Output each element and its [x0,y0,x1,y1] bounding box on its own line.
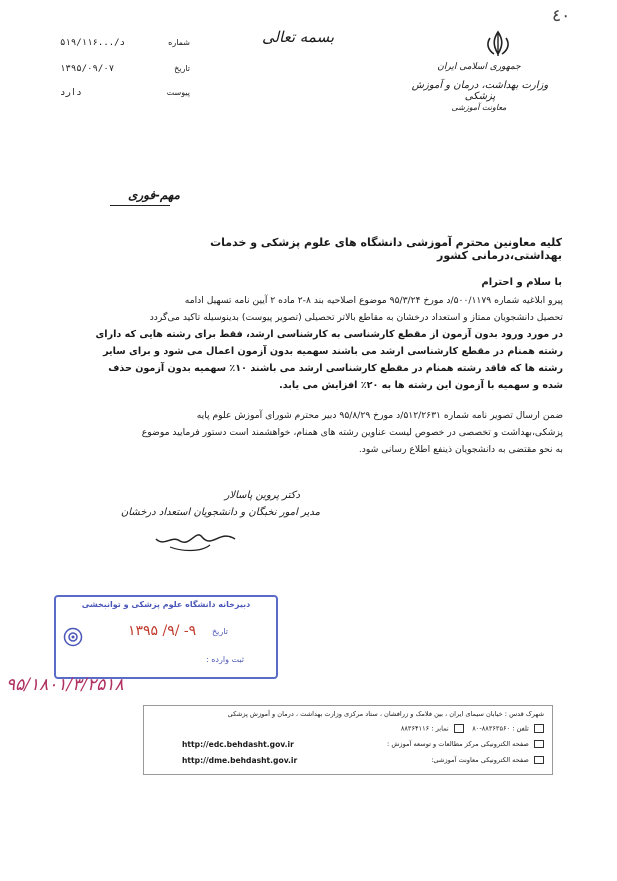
letter-number-label: شماره [168,38,190,47]
body-line: به نحو مقتضی به دانشجویان ذینفع اطلاع رسانی شود. [358,444,563,455]
letter-date: ۱۳۹۵/۰۹/۰۷ [60,64,115,74]
letter-number-row [60,38,190,48]
stamp-incoming-label: ثبت وارده : [206,655,244,664]
fax-number: ۸۸۳۶۴۱۱۶ [400,724,430,733]
urgency-underline [110,205,170,206]
footer-edc-label-row [387,740,544,748]
stamp-logo-icon [63,627,83,647]
body-line-emphasis: شده و سهمیه با آزمون این رشته ها به ۲۰٪ افزایش می یابد. [279,380,563,391]
phone-icon [534,724,544,733]
phone-number: ۸۸۳۶۳۵۶۰-۸۰ [472,724,511,733]
stamp-date-label: تاریخ [212,627,228,636]
letter-date-row [60,64,190,74]
body-paragraph-1 [85,292,563,394]
addressee: کلیه معاونین محترم آموزشی دانشگاه های علوم پزشکی و خدمات بهداشتی،درمانی کشور [210,236,562,262]
stamp-title: دبیرخانه دانشگاه علوم پزشکی و توانبخشی [81,600,251,609]
deputy-label: معاونت آموزشی [451,103,507,112]
body-line-emphasis: رشته همنام در مقطع کارشناسی ارشد می باشند سهمیه بدون آزمون اعمال می شود و برای سایر [103,346,563,357]
phone-label: تلفن : [512,724,529,733]
signatory-title: مدیر امور نخبگان و دانشجویان استعداد درخشان [120,507,320,518]
attachment-label: پیوست [166,88,190,97]
mail-icon [534,740,544,748]
republic-label: جمهوری اسلامی ایران [437,62,521,72]
body-line: پزشکی،بهداشت و تخصصی در خصوص لیست عناوین رشته های همنام، خواهشمند است دستور فرمایید موضوع [141,427,563,438]
dme-label: صفحه الکترونیکی معاونت آموزشی: [431,756,529,764]
dme-url-link[interactable]: http://dme.behdasht.gov.ir [182,756,298,765]
footer-dme-label-row [431,756,544,764]
body-line-emphasis: در مورد ورود بدون آزمون از مقطع کارشناسی به کارشناسی ارشد، فقط برای رشته هایی که دارای [95,329,563,340]
attachment-row [60,88,190,98]
body-line-emphasis: رشته ها که فاقد رشته همنام در مقطع کارشناسی ارشد می باشند ۱۰٪ سهمیه بدون آزمون حذف [108,363,563,374]
iran-emblem-icon [482,30,514,58]
letter-number: ۵۱۹/۱۱۶.../د [60,38,126,48]
handwritten-signature-icon [150,525,240,555]
edc-url-link[interactable]: http://edc.behdasht.gov.ir [182,740,294,749]
footer-phone-fax [401,724,544,733]
edc-label: صفحه الکترونیکی مرکز مطالعات و توسعه آموزش : [387,740,529,748]
fax-icon [454,724,464,733]
handwritten-registry-number: ۹۵/۱۸۰۱/۳/۲۵۱۸ [6,675,124,695]
body-line: پیرو ابلاغیه شماره ۵۰۰/۱۱۷۹/د مورخ ۹۵/۳/۲۴ موضوع اصلاحیه بند ۸-۲ ماده ۲ آیین نامه تسهیل ادامه [184,295,563,306]
bismillah-heading: بسمه تعالی [261,28,335,46]
registry-stamp [54,595,278,679]
ministry-name: وزارت بهداشت، درمان و آموزش پزشکی [411,80,549,102]
attachment-value: دارد [60,88,82,98]
letter-date-label: تاریخ [174,64,190,73]
stamp-date: ۱۳۹۵ /۹/ -۹ [128,623,197,639]
footer-contact-box [143,705,553,775]
body-line: تحصیل دانشجویان ممتاز و استعداد درخشان به مقاطع بالاتر تحصیلی (تصویر پیوست) بدینوسیله تاکید می‌گردد [149,312,563,323]
footer-address: شهرک قدس : خیابان سیمای ایران ، بین فلامک و زرافشان ، ستاد مرکزی وزارت بهداشت ، درمان و آموزش پزشکی [227,710,544,718]
body-paragraph-2 [85,407,563,458]
mail-icon [534,756,544,764]
urgency-label: مهم-فوری [127,188,180,202]
fax-label: نمابر : [431,724,449,733]
greeting: با سلام و احترام [481,277,562,288]
body-line: ضمن ارسال تصویر نامه شماره ۵۱۲/۲۶۳۱/د مورخ ۹۵/۸/۲۹ دبیر محترم شورای آموزش علوم پایه [196,410,563,421]
signatory-name: دکتر پروین پاسالار [224,490,300,501]
page-number: ٤٠ [552,6,571,26]
